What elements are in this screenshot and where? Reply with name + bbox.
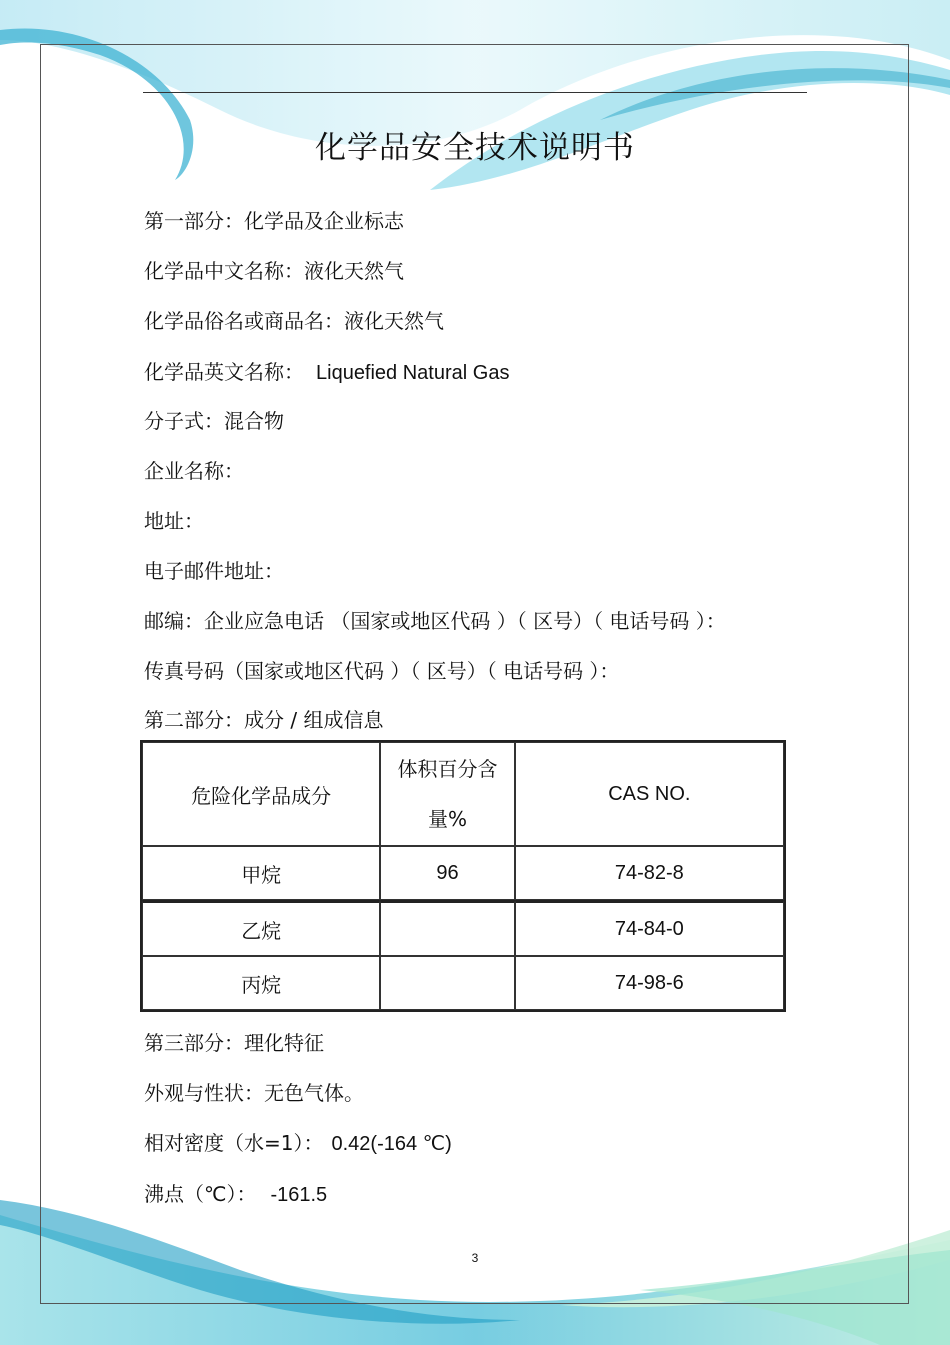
section-1-heading: 第一部分：化学品及企业标志: [144, 209, 404, 233]
cas-cell: 74-82-8: [515, 846, 784, 900]
formula-value: 混合物: [224, 409, 284, 433]
table-row: [142, 956, 784, 1010]
chinese-name-row: [144, 255, 404, 284]
english-name-label: 化学品英文名称：: [144, 360, 304, 384]
boiling-point-row: [144, 1178, 327, 1207]
header-percent-line2: 量%: [428, 807, 468, 831]
table-row: [142, 846, 784, 900]
address-label: 地址：: [144, 509, 204, 533]
company-name-label: 企业名称：: [144, 459, 244, 483]
page-number: 3: [471, 1251, 479, 1265]
component-cell: 丙烷: [142, 956, 380, 1010]
percent-cell: [380, 900, 514, 956]
density-row: [144, 1127, 452, 1156]
table-header-row: [142, 742, 784, 846]
common-name-row: [144, 305, 444, 334]
fax-line: 传真号码（国家或地区代码 ）（ 区号）（ 电话号码 ）：: [144, 659, 620, 683]
component-cell: 乙烷: [142, 900, 380, 956]
table-row: [142, 900, 784, 956]
section-3-heading: 第三部分：理化特征: [144, 1031, 324, 1055]
cas-cell: 74-98-6: [515, 956, 784, 1010]
density-label: 相对密度（水=1）：: [144, 1131, 324, 1155]
header-rule: [143, 92, 807, 93]
header-cas: CAS NO.: [515, 742, 784, 846]
composition-table: [140, 740, 786, 1012]
chinese-name-value: 液化天然气: [304, 259, 404, 283]
common-name-value: 液化天然气: [344, 309, 444, 333]
density-value: 0.42(-164 ℃): [331, 1133, 452, 1155]
boiling-point-label: 沸点（℃）：: [144, 1182, 257, 1206]
common-name-label: 化学品俗名或商品名：: [144, 309, 344, 333]
appearance-row: [144, 1077, 364, 1106]
english-name-row: [144, 356, 509, 385]
boiling-point-value: -161.5: [270, 1184, 328, 1206]
header-percent: [380, 742, 514, 846]
percent-cell: 96: [380, 846, 514, 900]
cas-cell: 74-84-0: [515, 900, 784, 956]
appearance-value: 无色气体。: [264, 1081, 364, 1105]
postcode-phone-line: 邮编：企业应急电话 （国家或地区代码 ）（ 区号）（ 电话号码 ）：: [144, 609, 726, 633]
formula-label: 分子式：: [144, 409, 224, 433]
section-2-heading: 第二部分：成分 / 组成信息: [144, 708, 384, 732]
percent-cell: [380, 956, 514, 1010]
document-title: 化学品安全技术说明书: [315, 130, 635, 166]
email-label: 电子邮件地址：: [144, 559, 284, 583]
english-name-value: Liquefied Natural Gas: [316, 362, 510, 384]
chinese-name-label: 化学品中文名称：: [144, 259, 304, 283]
formula-row: [144, 405, 284, 434]
appearance-label: 外观与性状：: [144, 1081, 264, 1105]
header-percent-line1: 体积百分含: [397, 757, 498, 781]
component-cell: 甲烷: [142, 846, 380, 900]
header-component: 危险化学品成分: [142, 742, 380, 846]
